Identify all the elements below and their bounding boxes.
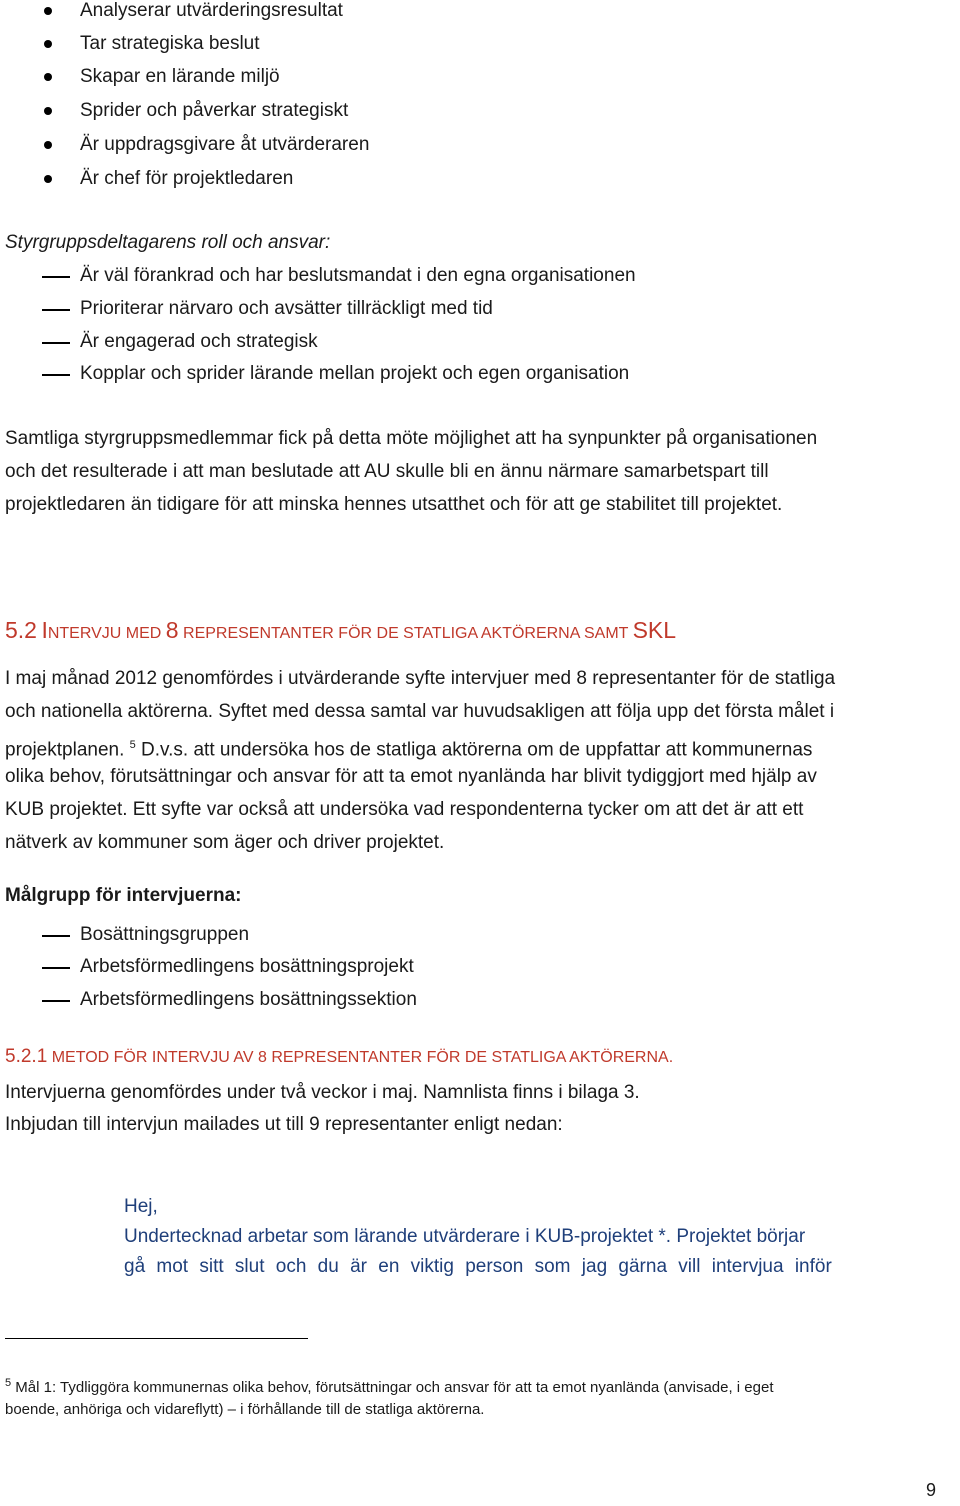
letter-line: gå mot sitt slut och du är en viktig person som jag gärna vill intervjua inför <box>124 1256 832 1277</box>
dash-icon <box>42 1000 70 1002</box>
page-number: 9 <box>925 1480 936 1500</box>
text-span: projektplanen. <box>5 739 125 761</box>
list-item: Kopplar och sprider lärande mellan projekt och egen organisation <box>80 363 630 384</box>
dash-icon <box>42 374 70 376</box>
list-item: Tar strategiska beslut <box>80 33 260 54</box>
footnote-ref[interactable]: 5 <box>129 739 136 751</box>
heading-part: I <box>41 617 48 643</box>
dash-icon <box>42 276 70 278</box>
text-span: D.v.s. att undersöka hos de statliga aktörerna om de uppfattar att kommunernas <box>135 739 813 761</box>
paragraph-line <box>5 734 812 761</box>
list-item: Är uppdragsgivare åt utvärderaren <box>80 134 370 155</box>
list-item: Bosättningsgruppen <box>80 924 250 945</box>
footnote-line <box>5 1374 774 1397</box>
paragraph-line: Intervjuerna genomfördes under två veckor i maj. Namnlista finns i bilaga 3. <box>5 1082 640 1103</box>
footnote-label: Mål 1: <box>11 1379 57 1396</box>
bullet-icon <box>44 107 52 115</box>
list-item: Arbetsförmedlingens bosättningsprojekt <box>80 956 414 977</box>
footnote-divider <box>5 1338 308 1339</box>
bullet-icon <box>44 141 52 149</box>
heading-part: NTERVJU MED <box>47 625 166 642</box>
bullet-icon <box>44 73 52 81</box>
dash-icon <box>42 309 70 311</box>
letter-line: Hej, <box>124 1196 158 1217</box>
letter-line: Undertecknad arbetar som lärande utvärderare i KUB-projektet *. Projektet börjar <box>124 1226 806 1247</box>
list-item: Analyserar utvärderingsresultat <box>80 0 343 21</box>
bullet-icon <box>44 40 52 48</box>
paragraph-line: och nationella aktörerna. Syftet med dessa samtal var huvudsakligen att följa upp det första målet i <box>5 701 835 722</box>
list-item: Är engagerad och strategisk <box>80 331 318 352</box>
paragraph-line: Inbjudan till intervjun mailades ut till 9 representanter enligt nedan: <box>5 1114 563 1135</box>
paragraph-line: I maj månad 2012 genomfördes i utvärderande syfte intervjuer med 8 representanter för de statliga <box>5 668 836 689</box>
dash-icon <box>42 342 70 344</box>
list-item: Prioriterar närvaro och avsätter tillräckligt med tid <box>80 298 493 319</box>
paragraph-line: projektledaren än tidigare för att minska hennes utsatthet och för att ge stabilitet till projektet. <box>5 494 783 515</box>
list-item: Arbetsförmedlingens bosättningssektion <box>80 989 417 1010</box>
paragraph-line: olika behov, förutsättningar och ansvar för att ta emot nyanlända har blivit tydiggjort med hjälp av <box>5 766 817 787</box>
heading-part: 8 <box>165 617 179 643</box>
list-item: Sprider och påverkar strategiskt <box>80 100 349 121</box>
footnote-line: boende, anhöriga och vidareflytt) – i förhållande till de statliga aktörerna. <box>5 1401 485 1418</box>
paragraph-line: nätverk av kommuner som äger och driver projektet. <box>5 832 445 853</box>
dash-icon <box>42 935 70 937</box>
paragraph-line: Samtliga styrgruppsmedlemmar fick på detta möte möjlighet att ha synpunkter på organisationen <box>5 428 818 449</box>
bullet-icon <box>44 175 52 183</box>
section-heading-5-2-1 <box>5 1046 673 1068</box>
styrgrupp-heading: Styrgruppsdeltagarens roll och ansvar: <box>5 232 331 253</box>
paragraph-line: och det resulterade i att man beslutade att AU skulle bli en ännu närmare samarbetspart till <box>5 461 769 482</box>
paragraph-line: KUB projektet. Ett syfte var också att undersöka vad respondenterna tycker om att det är att ett <box>5 799 804 820</box>
dash-icon <box>42 967 70 969</box>
bullet-icon <box>44 7 52 15</box>
heading-part: REPRESENTANTER FÖR DE STATLIGA AKTÖRERNA SAMT <box>178 625 633 642</box>
section-title: METOD FÖR INTERVJU AV 8 REPRESENTANTER FÖR DE STATLIGA AKTÖRERNA. <box>51 1049 674 1066</box>
malgrupp-heading: Målgrupp för intervjuerna: <box>5 885 242 906</box>
heading-part: SKL <box>632 617 677 643</box>
footnote-text: Tydliggöra kommunernas olika behov, förutsättningar och ansvar för att ta emot nyanlända (anvisade, i eget <box>56 1379 774 1396</box>
footnote-number: 5 <box>5 1377 12 1389</box>
section-number: 5.2.1 <box>5 1046 48 1067</box>
list-item: Skapar en lärande miljö <box>80 66 280 87</box>
section-number: 5.2 <box>5 617 37 643</box>
list-item: Är väl förankrad och har beslutsmandat i den egna organisationen <box>80 265 636 286</box>
section-heading-5-2 <box>5 617 676 644</box>
list-item: Är chef för projektledaren <box>80 168 294 189</box>
